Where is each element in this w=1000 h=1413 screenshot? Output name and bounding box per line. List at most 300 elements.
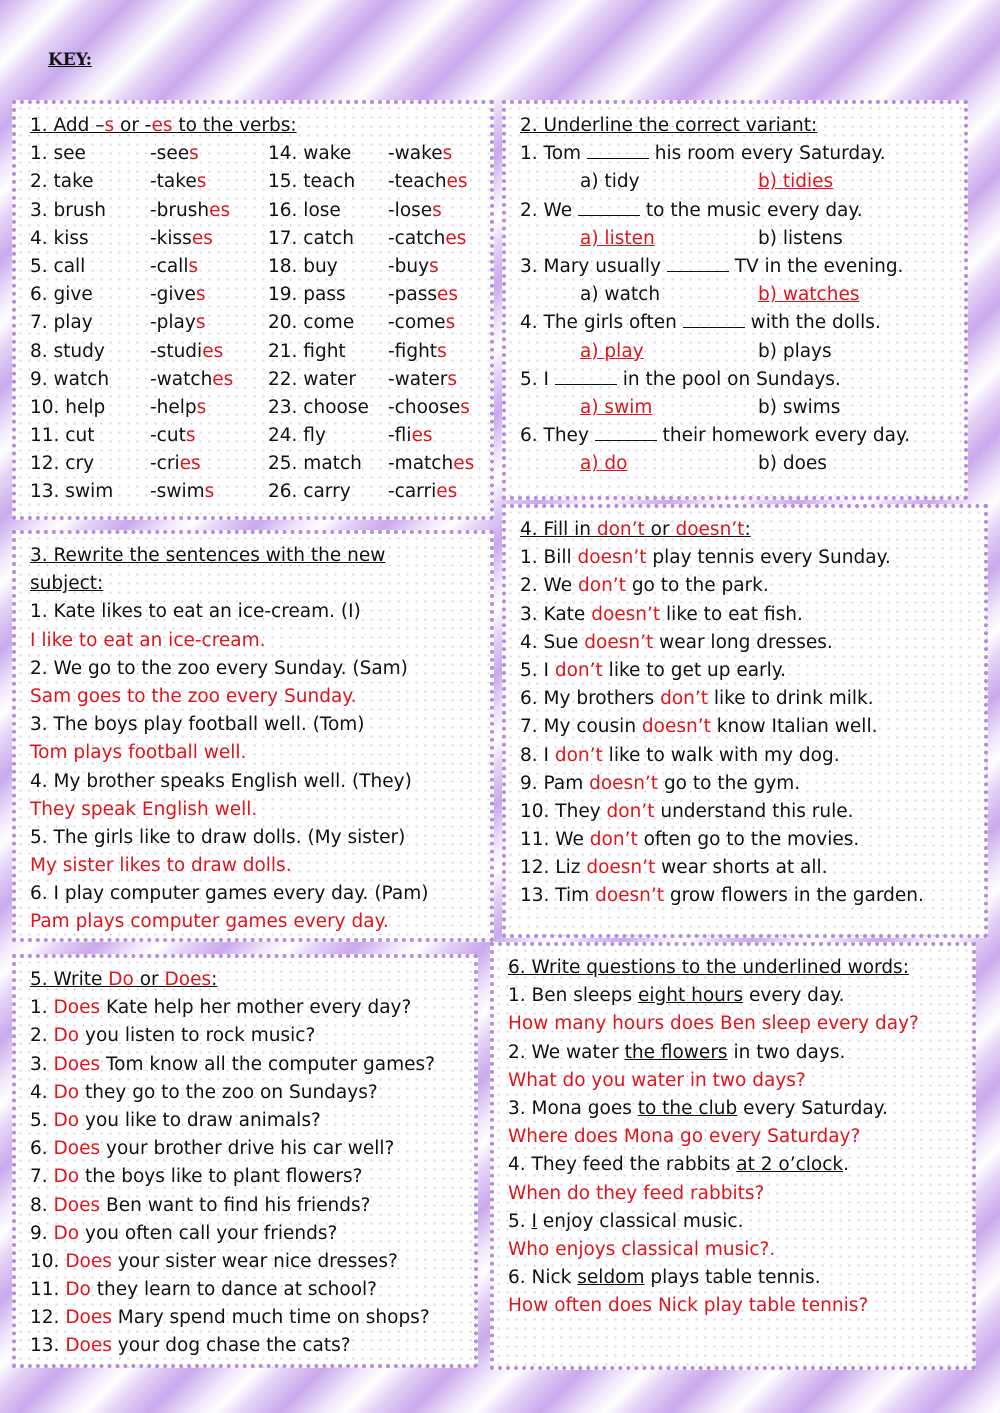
answer-word: don’t — [554, 744, 603, 766]
verb-ending: s — [442, 143, 453, 165]
verb-stem: -give — [150, 284, 196, 306]
sentence-start: 2. We water — [508, 1041, 625, 1063]
options-row — [520, 450, 954, 478]
sentence-end: Ben want to find his friends? — [100, 1194, 371, 1216]
options-row — [520, 394, 954, 422]
option-a: a) play — [580, 340, 644, 362]
verb: 18. buy — [268, 255, 338, 277]
sentence-start: 7. My cousin — [520, 716, 642, 738]
verb: 20. come — [268, 312, 355, 334]
question-sentence — [30, 1304, 464, 1332]
rewritten-answer: Pam plays computer games every day. — [30, 911, 389, 933]
sentence-end: grow flowers in the garden. — [664, 885, 924, 907]
sentence-end: his room every Saturday. — [648, 143, 886, 165]
verb-answer — [388, 338, 447, 366]
verb-answer — [388, 253, 439, 281]
fill-in-sentence — [520, 544, 974, 572]
verb: 22. water — [268, 368, 357, 390]
exercise-6-box — [490, 942, 976, 1370]
verb-row — [30, 478, 480, 506]
underlined-words: the flowers — [624, 1041, 728, 1063]
exercise-3-box — [12, 530, 494, 942]
item-number: 13. — [30, 1335, 66, 1357]
item-number: 5. — [30, 1109, 54, 1131]
sentence-end: your brother drive his car well? — [100, 1138, 395, 1160]
verb-answer — [150, 225, 268, 253]
verb-answer — [150, 253, 268, 281]
item-number: 10. — [30, 1250, 66, 1272]
verb-ending: es — [445, 227, 467, 249]
verb: 8. study — [30, 340, 105, 362]
sentence-end: enjoy classical music. — [537, 1210, 744, 1232]
statement — [508, 1095, 962, 1123]
exercise-2-title: 2. Underline the correct variant: — [520, 115, 818, 136]
verb-row — [30, 309, 480, 337]
original-sentence: 2. We go to the zoo every Sunday. (Sam) — [30, 657, 408, 679]
sentence-start: 3. Mona goes — [508, 1097, 638, 1119]
exercise-1-title: 1. Add –s or -es to the verbs: — [30, 115, 297, 136]
fill-in-sentence — [520, 601, 974, 629]
options-row — [520, 338, 954, 366]
sentence-end: like to walk with my dog. — [602, 744, 840, 766]
verb-answer — [388, 225, 466, 253]
question-sentence — [30, 1332, 464, 1360]
verb-row — [30, 140, 480, 168]
verb-answer — [150, 197, 268, 225]
sentence-start: 6. They — [520, 425, 595, 447]
fill-in-sentence — [520, 798, 974, 826]
sentence-end: like to eat fish. — [660, 603, 803, 625]
question-sentence — [30, 1220, 464, 1248]
answer-word: Does — [53, 1053, 101, 1075]
verb-ending: es — [209, 199, 231, 221]
verb-answer — [150, 168, 268, 196]
answer-word: Do — [53, 1025, 80, 1047]
option-b: b) listens — [758, 227, 843, 249]
sentence-end: to the music every day. — [640, 199, 863, 221]
blank-line — [595, 422, 657, 441]
sentence-end: play tennis every Sunday. — [646, 547, 891, 569]
answer-word: don’t — [554, 659, 603, 681]
verb-row — [30, 338, 480, 366]
verb: 3. brush — [30, 199, 106, 221]
blank-line — [555, 366, 617, 385]
verb-answer — [150, 394, 268, 422]
verb: 1. see — [30, 143, 86, 165]
question-sentence — [30, 1163, 464, 1191]
exercise-6-title: 6. Write questions to the underlined words: — [508, 957, 909, 978]
exercise-5-title: 5. Write Do or Does: — [30, 969, 218, 990]
sentence-end: Mary spend much time on shops? — [111, 1307, 430, 1329]
answer-word: don’t — [578, 575, 626, 597]
verb: 23. choose — [268, 396, 369, 418]
sentence-start: 5. I — [520, 368, 555, 390]
sentence-end: like to get up early. — [602, 659, 786, 681]
answer-word: Do — [53, 1166, 80, 1188]
option-a: a) swim — [580, 396, 653, 418]
fill-in-sentence — [520, 572, 974, 600]
verb-answer — [388, 140, 452, 168]
sentence — [520, 197, 954, 225]
verb: 15. teach — [268, 171, 356, 193]
original-sentence: 4. My brother speaks English well. (They) — [30, 770, 412, 792]
option-a: a) do — [580, 453, 628, 475]
option-b: b) tidies — [758, 171, 834, 193]
verb-stem: -cri — [150, 453, 180, 475]
question-sentence — [30, 1276, 464, 1304]
option-b: b) watches — [758, 284, 860, 306]
sentence-end: go to the gym. — [658, 772, 801, 794]
answer-word: don’t — [660, 688, 708, 710]
statement — [508, 1264, 962, 1292]
verb: 4. kiss — [30, 227, 89, 249]
verb: 10. help — [30, 396, 106, 418]
item-number: 12. — [30, 1307, 66, 1329]
sentence-start: 8. I — [520, 744, 555, 766]
verb-stem: -fli — [388, 425, 412, 447]
verb-ending: s — [429, 255, 439, 277]
sentence-start: 3. Mary usually — [520, 255, 667, 277]
verb-answer — [150, 478, 268, 506]
verb-answer — [388, 478, 457, 506]
sentence-start: 10. They — [520, 800, 607, 822]
verb: 16. lose — [268, 199, 341, 221]
sentence-start: 5. I — [520, 659, 555, 681]
question-sentence — [30, 1135, 464, 1163]
sentence-start: 11. We — [520, 829, 590, 851]
verb-stem: -swim — [150, 481, 205, 503]
underlined-words: seldom — [577, 1267, 645, 1289]
verb-stem: -fight — [388, 340, 438, 362]
original-sentence: 1. Kate likes to eat an ice-cream. (I) — [30, 601, 361, 623]
verb-stem: -match — [388, 453, 454, 475]
answer-word: Do — [65, 1279, 91, 1301]
sentence-end: they learn to dance at school? — [90, 1279, 377, 1301]
verb-answer — [150, 366, 268, 394]
exercise-3-title-line1: 3. Rewrite the sentences with the new — [30, 545, 386, 566]
sentence-end: you often call your friends? — [79, 1222, 338, 1244]
verb: 17. catch — [268, 227, 354, 249]
verb-ending: es — [453, 453, 475, 475]
sentence-end: your dog chase the cats? — [111, 1335, 351, 1357]
verb-ending: es — [191, 227, 213, 249]
sentence-end: wear shorts at all. — [655, 857, 828, 879]
verb-ending: s — [204, 481, 215, 503]
question-sentence — [30, 1079, 464, 1107]
verb-row — [30, 225, 480, 253]
option-b: b) plays — [758, 340, 832, 362]
verb-stem: -catch — [388, 227, 446, 249]
verb-ending: s — [195, 284, 206, 306]
answer-word: doesn’t — [589, 772, 659, 794]
verb-row — [30, 394, 480, 422]
verb-ending: s — [437, 340, 447, 362]
verb-stem: -take — [150, 171, 197, 193]
verb-answer — [150, 422, 268, 450]
verb-ending: es — [202, 340, 224, 362]
verb-ending: s — [447, 368, 458, 390]
verb-answer — [388, 422, 433, 450]
verb-ending: es — [411, 425, 433, 447]
answer-word: Do — [53, 1222, 80, 1244]
sentence-end: every Saturday. — [737, 1097, 888, 1119]
verb: 24. fly — [268, 425, 326, 447]
verb-row — [30, 366, 480, 394]
sentence-end: wear long dresses. — [653, 631, 833, 653]
fill-in-list — [520, 544, 974, 910]
item-number: 4. — [30, 1081, 54, 1103]
sentence-start: 4. They feed the rabbits — [508, 1154, 737, 1176]
item-number: 8. — [30, 1194, 54, 1216]
verb-stem: -kiss — [150, 227, 192, 249]
verb: 13. swim — [30, 481, 114, 503]
exercise-1-box — [12, 100, 494, 520]
verb-answer — [150, 309, 268, 337]
verb-ending: s — [460, 396, 470, 418]
verb-answer — [388, 309, 455, 337]
verb: 5. call — [30, 255, 86, 277]
verb: 19. pass — [268, 284, 346, 306]
fill-in-sentence — [520, 854, 974, 882]
option-b: b) does — [758, 453, 827, 475]
verb: 9. watch — [30, 368, 110, 390]
rewrite-list — [30, 598, 480, 936]
verb: 14. wake — [268, 143, 352, 165]
verb-answer — [388, 366, 457, 394]
verb-stem: -brush — [150, 199, 210, 221]
verb-stem: -come — [388, 312, 446, 334]
sentence-start: 1. Ben sleeps — [508, 985, 639, 1007]
answer-word: doesn’t — [584, 631, 654, 653]
sentence-end: they go to the zoo on Sundays? — [79, 1081, 378, 1103]
underlined-words: at 2 o’clock — [736, 1154, 844, 1176]
answer-word: Does — [53, 1138, 101, 1160]
verb-ending: s — [196, 171, 207, 193]
fill-in-sentence — [520, 713, 974, 741]
do-does-list — [30, 994, 464, 1360]
verb: 21. fight — [268, 340, 346, 362]
fill-in-sentence — [520, 770, 974, 798]
verb-answer — [388, 394, 470, 422]
sentence-start: 9. Pam — [520, 772, 590, 794]
answer-word: don’t — [606, 800, 655, 822]
option-b: b) swims — [758, 396, 841, 418]
sentence-end: plays table tennis. — [644, 1267, 821, 1289]
answer-word: Does — [53, 1194, 101, 1216]
original-sentence: 6. I play computer games every day. (Pam) — [30, 883, 429, 905]
answer-word: Does — [65, 1250, 112, 1272]
verb-stem: -see — [150, 143, 190, 165]
question-sentence — [30, 994, 464, 1022]
sentence-end: often go to the movies. — [637, 829, 860, 851]
sentence-start: 1. Tom — [520, 143, 587, 165]
option-a: a) tidy — [580, 171, 640, 193]
verb: 25. match — [268, 453, 362, 475]
sentence — [520, 422, 954, 450]
verb-stem: -water — [388, 368, 448, 390]
variant-list — [520, 140, 954, 478]
verb-ending: es — [436, 481, 458, 503]
verb-stem: -teach — [388, 171, 447, 193]
original-sentence: 3. The boys play football well. (Tom) — [30, 714, 365, 736]
verb: 2. take — [30, 171, 94, 193]
verb-stem: -studi — [150, 340, 203, 362]
verb-ending: es — [212, 368, 234, 390]
verb-answer — [150, 281, 268, 309]
fill-in-sentence — [520, 657, 974, 685]
verb: 26. carry — [268, 481, 351, 503]
verb-stem: -pass — [388, 284, 438, 306]
sentence — [520, 253, 954, 281]
verb-answer — [150, 450, 268, 478]
verb-list — [30, 140, 480, 506]
sentence-end: know Italian well. — [710, 716, 878, 738]
verb-row — [30, 281, 480, 309]
question-answer: Where does Mona go every Saturday? — [508, 1126, 861, 1148]
sentence-end: TV in the evening. — [728, 255, 904, 277]
answer-word: Does — [65, 1307, 112, 1329]
exercise-4-title: 4. Fill in don’t or doesn’t: — [520, 519, 751, 540]
blank-line — [683, 309, 745, 328]
verb-row — [30, 450, 480, 478]
sentence-end: Tom know all the computer games? — [100, 1053, 435, 1075]
blank-line — [667, 253, 729, 272]
verb-ending: s — [189, 143, 199, 165]
blank-line — [587, 140, 649, 159]
verb-ending: s — [445, 312, 456, 334]
rewritten-answer: My sister likes to draw dolls. — [30, 855, 292, 877]
answer-word: Do — [53, 1081, 80, 1103]
sentence-start: 2. We — [520, 199, 579, 221]
answer-word: don’t — [589, 829, 638, 851]
exercise-3-title-line2: subject: — [30, 573, 104, 595]
question-answer: How often does Nick play table tennis? — [508, 1295, 869, 1317]
sentence-end: with the dolls. — [744, 312, 881, 334]
verb: 12. cry — [30, 453, 95, 475]
sentence-end: you like to draw animals? — [79, 1109, 321, 1131]
answer-word: doesn’t — [595, 885, 665, 907]
sentence-start: 1. Bill — [520, 547, 578, 569]
answer-word: Does — [53, 997, 101, 1019]
verb: 11. cut — [30, 425, 95, 447]
verb-stem: -watch — [150, 368, 213, 390]
item-number: 2. — [30, 1025, 54, 1047]
verb-answer — [388, 197, 442, 225]
statement — [508, 1039, 962, 1067]
options-row — [520, 225, 954, 253]
item-number: 9. — [30, 1222, 54, 1244]
sentence-start: 4. The girls often — [520, 312, 683, 334]
question-sentence — [30, 1107, 464, 1135]
rewritten-answer: Tom plays football well. — [30, 742, 247, 764]
verb-ending: es — [446, 171, 468, 193]
question-answer: Who enjoys classical music?. — [508, 1238, 776, 1260]
sentence-start: 3. Kate — [520, 603, 592, 625]
original-sentence: 5. The girls like to draw dolls. (My sister) — [30, 826, 406, 848]
question-sentence — [30, 1248, 464, 1276]
verb-answer — [150, 140, 268, 168]
verb-row — [30, 422, 480, 450]
question-answer: How many hours does Ben sleep every day? — [508, 1013, 919, 1035]
fill-in-sentence — [520, 882, 974, 910]
answer-word: doesn’t — [641, 716, 711, 738]
sentence-start: 4. Sue — [520, 631, 585, 653]
verb-stem: -lose — [388, 199, 433, 221]
key-heading: KEY: — [48, 50, 93, 70]
underlined-words: I — [531, 1210, 538, 1232]
statement — [508, 982, 962, 1010]
options-row — [520, 168, 954, 196]
exercise-5-box — [12, 954, 478, 1368]
verb-stem: -cut — [150, 425, 186, 447]
fill-in-sentence — [520, 826, 974, 854]
verb-ending: s — [185, 425, 196, 447]
item-number: 11. — [30, 1279, 66, 1301]
question-sentence — [30, 1051, 464, 1079]
answer-word: doesn’t — [586, 857, 656, 879]
fill-in-sentence — [520, 685, 974, 713]
sentence-end: your sister wear nice dresses? — [111, 1250, 398, 1272]
questions-list — [508, 982, 962, 1320]
verb-stem: -carri — [388, 481, 437, 503]
sentence-start: 5. — [508, 1210, 532, 1232]
option-a: a) listen — [580, 227, 655, 249]
sentence-end: in the pool on Sundays. — [616, 368, 841, 390]
question-sentence — [30, 1192, 464, 1220]
verb: 7. play — [30, 312, 93, 334]
item-number: 6. — [30, 1138, 54, 1160]
sentence-start: 6. Nick — [508, 1267, 578, 1289]
verb-ending: s — [195, 312, 206, 334]
verb-ending: es — [437, 284, 459, 306]
exercise-4-box — [502, 504, 988, 938]
verb-row — [30, 253, 480, 281]
sentence-end: the boys like to plant flowers? — [79, 1166, 363, 1188]
sentence-start: 2. We — [520, 575, 579, 597]
sentence — [520, 140, 954, 168]
verb-stem: -help — [150, 396, 197, 418]
verb-stem: -play — [150, 312, 196, 334]
fill-in-sentence — [520, 742, 974, 770]
verb-answer — [388, 168, 468, 196]
fill-in-sentence — [520, 629, 974, 657]
sentence — [520, 309, 954, 337]
item-number: 7. — [30, 1166, 54, 1188]
sentence — [520, 366, 954, 394]
rewritten-answer: I like to eat an ice-cream. — [30, 629, 266, 651]
blank-line — [578, 197, 640, 216]
verb-stem: -buy — [388, 255, 430, 277]
answer-word: doesn’t — [591, 603, 661, 625]
verb-answer — [388, 281, 458, 309]
question-answer: When do they feed rabbits? — [508, 1182, 765, 1204]
sentence-end: like to drink milk. — [708, 688, 874, 710]
verb-stem: -call — [150, 255, 189, 277]
verb-answer — [388, 450, 474, 478]
statement — [508, 1208, 962, 1236]
verb-ending: s — [432, 199, 442, 221]
answer-word: doesn’t — [577, 547, 647, 569]
rewritten-answer: Sam goes to the zoo every Sunday. — [30, 685, 357, 707]
sentence-end: understand this rule. — [654, 800, 854, 822]
sentence-end: you listen to rock music? — [79, 1025, 316, 1047]
sentence-end: Kate help her mother every day? — [100, 997, 412, 1019]
sentence-end: go to the park. — [625, 575, 769, 597]
sentence-start: 6. My brothers — [520, 688, 661, 710]
sentence-end: . — [843, 1154, 849, 1176]
verb-row — [30, 197, 480, 225]
verb-answer — [150, 338, 268, 366]
